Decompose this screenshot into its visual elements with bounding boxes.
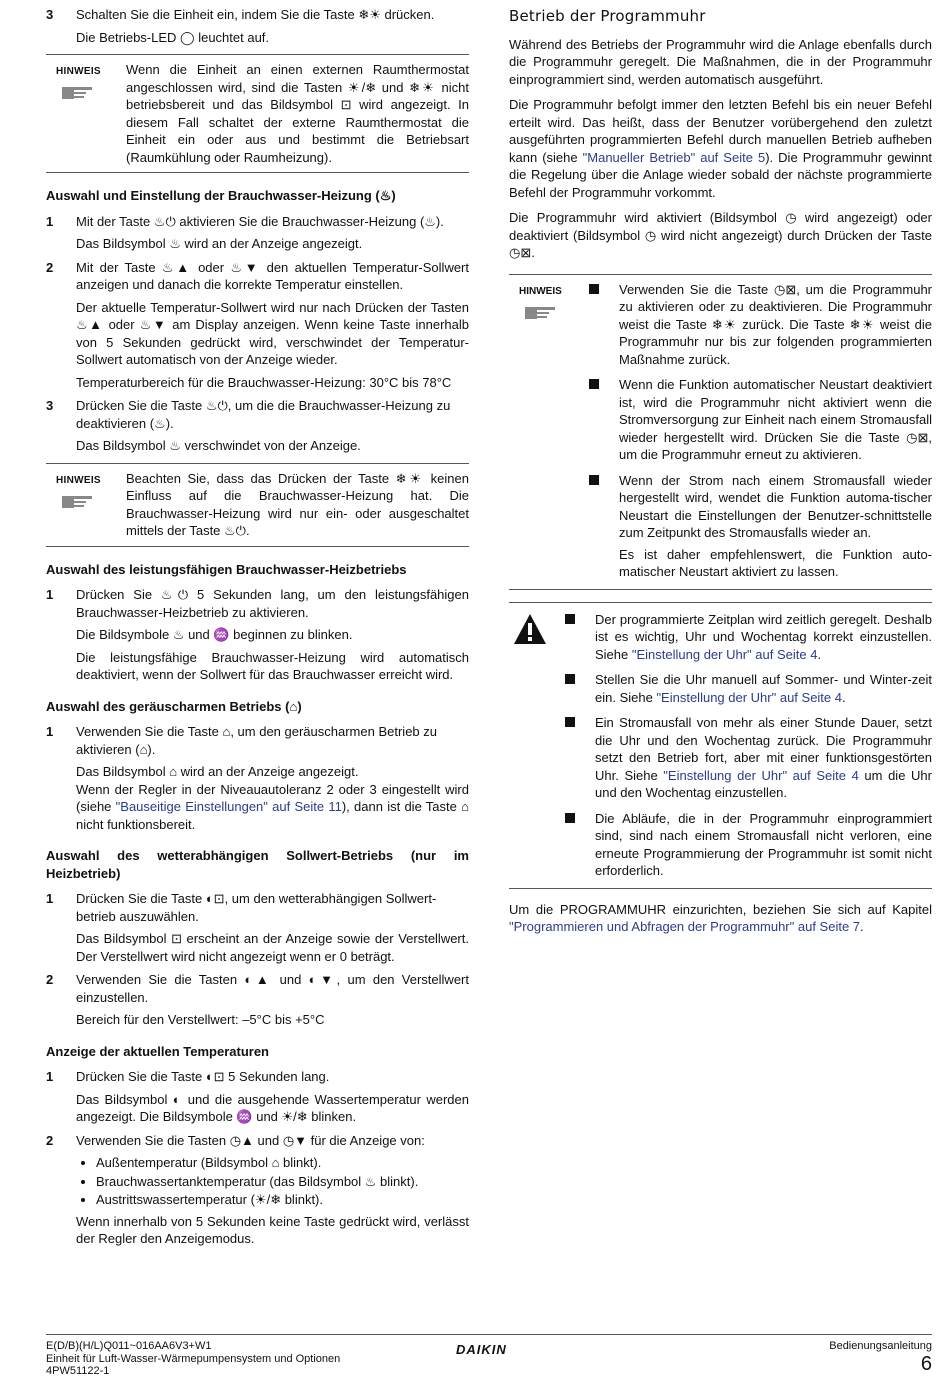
square-bullet-icon (589, 379, 599, 389)
warning-box (509, 602, 932, 889)
step-subtext: Wenn innerhalb von 5 Sekunden keine Taste gedrückt wird, verlässt der Regler den Anzeigemodus. (76, 1213, 469, 1246)
bullet-text (595, 671, 932, 706)
step-number: 1 (46, 891, 54, 906)
step-number: 1 (46, 1069, 54, 1084)
text: . (817, 646, 822, 662)
list-item: • Austrittswassertemperatur (☀/❄ blinkt). (96, 1191, 469, 1209)
bullet-list (76, 1154, 469, 1209)
section-heading-temperatures: Anzeige der aktuellen Temperaturen (46, 1043, 269, 1059)
text: Der programmierte Zeitplan wird zeitlich geregelt. Deshalb ist es wichtig, Uhr und Wochentag korrekt einzustellen. Siehe (595, 611, 932, 662)
bullet-subtext: Es ist daher empfehlenswert, die Funktion auto-matischer Neustart aktiviert zu lassen. (619, 546, 932, 579)
step-text: Schalten Sie die Einheit ein, indem Sie die Taste ❄☀ drücken. (76, 7, 435, 22)
step-number: 1 (46, 587, 54, 602)
square-bullet-icon (589, 284, 599, 294)
step-number: 3 (46, 398, 54, 413)
cross-reference-link[interactable]: "Einstellung der Uhr" auf Seite 4 (663, 767, 859, 783)
bullet-item (595, 810, 932, 880)
note-box (509, 274, 932, 590)
paragraph: Während des Betriebs der Programmuhr wird die Anlage ebenfalls durch die Programmuhr geregelt. Die Maßnahmen, die in der Programmuhr einprogrammiert sind, werden automatisch ausgeführt. (509, 36, 932, 87)
step-text: Mit der Taste ♨▲ oder ♨▼ den aktuellen Temperatur-Sollwert anzeigen und danach die korrekte Temperatur einstellen. (76, 259, 469, 292)
step-text: Mit der Taste ♨⏻ aktivieren Sie die Brauchwasser-Heizung (♨). (76, 213, 444, 229)
section-heading-dhw: Auswahl und Einstellung der Brauchwasser-Heizung (♨) (46, 188, 396, 203)
step-subtext: Die leistungsfähige Brauchwasser-Heizung wird automatisch deaktiviert, wenn der Sollwert für das Brauchwasser erreicht wird. (76, 649, 469, 682)
pointing-hand-icon (60, 81, 94, 103)
square-bullet-icon (565, 674, 575, 684)
note-text: Beachten Sie, dass das Drücken der Taste ❄☀ keinen Einfluss auf die Brauchwasser-Heizung hat. Die Brauchwasser-Heizung wird nur ein- oder ausgeschaltet mittels der Taste ♨⏻. (126, 470, 469, 538)
step-1 (46, 890, 469, 965)
text: Ein Stromausfall von mehr als einer Stunde Dauer, setzt die Uhr und den Wochentag zurück. Die Programmuhr setzt den Betrieb fort, aber mit einer funktionsgestörten Uhr. Siehe (595, 715, 932, 783)
step-number: 1 (46, 213, 54, 229)
note-label: HINWEIS (56, 66, 101, 77)
right-column (509, 6, 932, 936)
list-item: • Außentemperatur (Bildsymbol ⌂ blinkt). (96, 1154, 469, 1172)
document-type: Bedienungsanleitung (829, 1340, 932, 1352)
note-box (46, 54, 469, 173)
text: Um die PROGRAMMUHR einzurichten, beziehen Sie sich auf Kapitel (509, 901, 932, 917)
text: um die Uhr und den Wochentag einzustellen. (595, 767, 932, 800)
bullet-text: Wenn die Funktion automatischer Neustart deaktiviert ist, wird die Programmuhr nicht aktiviert wenn die Stromversorgung zur Einheit nach einem Stromausfall wieder hergestellt wird. Drücken Sie die Taste ◷⊠, um die Programmuhr erneut zu aktivieren. (619, 377, 932, 462)
cross-reference-link[interactable]: "Programmieren und Abfragen der Programmuhr" auf Seite 7 (509, 919, 861, 934)
step-text: Drücken Sie ♨⏻ 5 Sekunden lang, um den leistungsfähigen Brauchwasser-Heizbetrieb zu aktivieren. (76, 587, 469, 620)
step-number: 3 (46, 7, 54, 22)
step-text: Verwenden Sie die Taste ⌂, um den geräuscharmen Betrieb zu aktivieren (⌂). (76, 724, 437, 757)
cross-reference-link[interactable]: "Einstellung der Uhr" auf Seite 4 (656, 689, 842, 705)
square-bullet-icon (565, 614, 575, 624)
cross-reference-link[interactable]: "Bauseitige Einstellungen" auf Seite 11 (115, 799, 342, 814)
list-item: • Brauchwassertanktemperatur (das Bildsymbol ♨ blinkt). (96, 1173, 469, 1191)
step-subtext (76, 781, 469, 834)
bullet-text: Verwenden Sie die Taste ◷⊠, um die Programmuhr zu aktivieren oder zu deaktivieren. Die Programmuhr weist die Taste ❄☀ zurück. Die Taste ❄☀ weist die Programmuhr nur bis zur folgenden programmierten Maßnahme zurück. (619, 281, 932, 367)
step-text: Verwenden Sie die Tasten ◐▲ und ◐▼, um den Verstellwert einzustellen. (76, 972, 469, 1005)
step-text: Verwenden Sie die Tasten ◷▲ und ◷▼ für die Anzeige von: (76, 1132, 425, 1148)
step-1 (46, 586, 469, 684)
step-3 (46, 6, 469, 46)
left-column (46, 6, 469, 1254)
product-description: Einheit für Luft-Wasser-Wärmepumpensystem und Optionen (46, 1352, 341, 1365)
page-footer (46, 1334, 932, 1377)
model-code: E(D/B)(H/L)Q011~016AA6V3+W1 (46, 1340, 212, 1352)
step-number: 2 (46, 972, 54, 987)
bullet-text (595, 714, 932, 802)
bullet-item (595, 714, 932, 802)
pointing-hand-icon (523, 301, 557, 323)
paragraph: Die Programmuhr wird aktiviert (Bildsymbol ◷ wird angezeigt) oder deaktiviert (Bildsymbol ◷ wird nicht angezeigt) durch Drücken der Taste ◷⊠. (509, 210, 932, 260)
step-3 (46, 397, 469, 455)
note-label: HINWEIS (519, 285, 562, 297)
note-box (46, 463, 469, 547)
cross-reference-link[interactable]: "Manueller Betrieb" auf Seite 5 (582, 149, 766, 165)
paragraph (509, 96, 932, 201)
text: ), dann ist die Taste ⌂ nicht funktionsbereit. (76, 799, 469, 832)
pointing-hand-icon (60, 490, 94, 512)
step-number: 2 (46, 259, 54, 275)
step-subtext: Das Bildsymbol ⊡ erscheint an der Anzeige sowie der Verstellwert. Der Verstellwert wird nicht angezeigt wenn er 0 beträgt. (76, 931, 469, 964)
step-1 (46, 213, 469, 253)
page-number: 6 (920, 1352, 932, 1375)
step-1 (46, 723, 469, 833)
daikin-logo: DAIKIN (456, 1342, 507, 1357)
document-number: 4PW51122-1 (46, 1365, 110, 1377)
step-text: Drücken Sie die Taste ♨⏻, um die die Brauchwasser-Heizung zu deaktivieren (♨). (76, 398, 451, 431)
step-text: Drücken Sie die Taste ◐⊡ 5 Sekunden lang. (76, 1069, 330, 1084)
text: . (860, 919, 864, 934)
step-subtext: Das Bildsymbol ♨ verschwindet von der Anzeige. (76, 438, 361, 453)
step-text: Drücken Sie die Taste ◐⊡, um den wetterabhängigen Sollwert-betrieb auszuwählen. (76, 891, 437, 924)
step-number: 2 (46, 1132, 54, 1148)
bullet-text (595, 611, 932, 664)
warning-triangle-icon (513, 613, 547, 645)
note-text: Wenn die Einheit an einen externen Raumthermostat angeschlossen wird, sind die Tasten ☀/❄ und ❄☀ nicht betriebsbereit und das Bildsymbol ⊡ wird angezeigt. In diesem Fall schaltet der externe Raumthermostat die Einheit ein oder aus und bestimmt die Betriebsart (Raumkühlung oder Raumheizung). (126, 62, 469, 165)
square-bullet-icon (565, 717, 575, 727)
footer-right (829, 1340, 932, 1375)
cross-reference-link[interactable]: "Einstellung der Uhr" auf Seite 4 (631, 646, 818, 662)
text: Stellen Sie die Uhr manuell auf Sommer- und Winter-zeit ein. Siehe (595, 672, 932, 705)
step-subtext: Bereich für den Verstellwert: –5°C bis +5°C (76, 1012, 325, 1027)
step-2 (46, 1132, 469, 1248)
bullet-item (619, 281, 932, 369)
step-2 (46, 971, 469, 1029)
bullet-text: Wenn der Strom nach einem Stromausfall wieder hergestellt wird, wendet die Funktion automa-tischer Neustart die Einstellungen der Benutzer-schnittstelle zum Zeitpunkt des Stromausfalls wieder an. (619, 472, 932, 540)
bullet-text: Die Abläufe, die in der Programmuhr einprogrammiert sind, sind nach einem Stromausfall nicht verloren, eine erneute Programmierung der Programmuhr ist somit nicht erforderlich. (595, 810, 932, 878)
bullet-item (595, 611, 932, 664)
text: Die Programmuhr befolgt immer den letzten Befehl bis ein neuer Befehl erteilt wird. Das heißt, dass der Benutzer vorübergehend den zuletzt ausgeführten programmierten Befehl durch manuellen Betrieb aufheben kann (siehe (509, 97, 932, 165)
step-2 (46, 259, 469, 392)
bullet-item (619, 472, 932, 581)
section-heading-quiet: Auswahl des geräuscharmen Betriebs (⌂) (46, 698, 302, 714)
section-title: Betrieb der Programmuhr (509, 7, 706, 25)
text: ). Die Programmuhr gewinnt die Regelung über die Anlage wieder sobald der nächste programmierte Befehl der Programmuhr vorkommt. (509, 149, 932, 200)
square-bullet-icon (589, 475, 599, 485)
step-subtext: Der aktuelle Temperatur-Sollwert wird nur nach Drücken der Tasten ♨▲ oder ♨▼ am Display anzeigen. Wenn keine Taste innerhalb von 5 Sekunden gedrückt wird, verschwindet der Temperatur-Sollwert automatisch von der Anzeige wieder. (76, 299, 469, 367)
step-subtext: Temperaturbereich für die Brauchwasser-Heizung: 30°C bis 78°C (76, 374, 452, 390)
step-subtext: Die Bildsymbole ♨ und ♒ beginnen zu blinken. (76, 627, 353, 642)
bullet-item (595, 671, 932, 706)
footer-left (46, 1340, 340, 1378)
step-subtext: Das Bildsymbol ◐ und die ausgehende Wassertemperatur werden angezeigt. Die Bildsymbole ♒ und ☀/❄ blinken. (76, 1091, 469, 1124)
paragraph (509, 901, 932, 936)
text: Wenn der Regler in der Niveauautoleranz 2 oder 3 eingestellt wird (siehe (76, 781, 469, 814)
text: . (842, 689, 846, 705)
note-label: HINWEIS (56, 474, 101, 486)
step-subtext: Das Bildsymbol ♨ wird an der Anzeige angezeigt. (76, 236, 363, 251)
section-heading-powerful: Auswahl des leistungsfähigen Brauchwasser-Heizbetriebs (46, 561, 407, 577)
step-subtext: Das Bildsymbol ⌂ wird an der Anzeige angezeigt. (76, 764, 359, 779)
section-heading-weather: Auswahl des wetterabhängigen Sollwert-Betriebs (nur im Heizbetrieb) (46, 848, 469, 881)
step-1 (46, 1068, 469, 1126)
square-bullet-icon (565, 813, 575, 823)
bullet-item (619, 376, 932, 464)
step-number: 1 (46, 724, 54, 739)
step-subtext: Die Betriebs-LED ◯ leuchtet auf. (76, 29, 270, 45)
